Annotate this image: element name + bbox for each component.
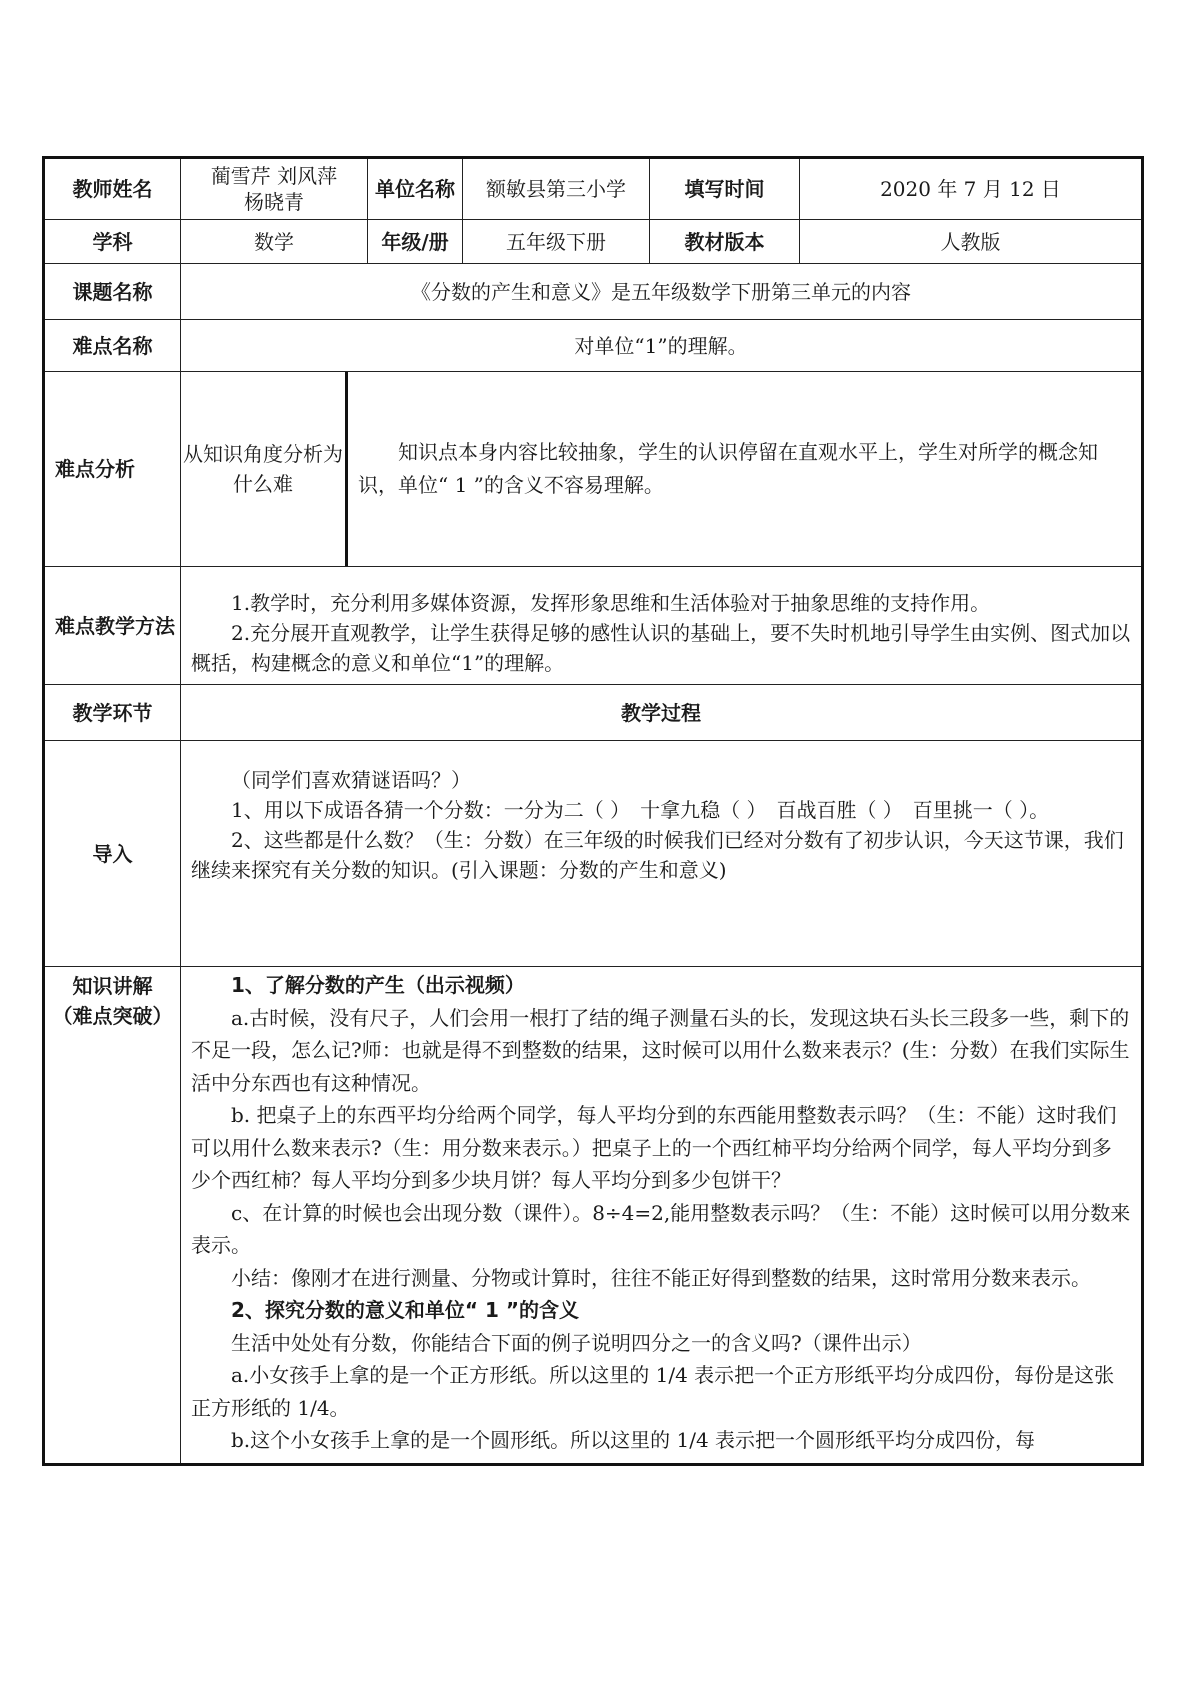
lesson-plan-sheet [42, 156, 1141, 1466]
subject-label: 学科 [44, 220, 181, 264]
unit-label: 单位名称 [368, 158, 463, 220]
date-value: 2020 年 7 月 12 日 [800, 158, 1143, 220]
knowledge-label-line-2: （难点突破） [52, 1004, 173, 1028]
method-item-1: 1.教学时，充分利用多媒体资源，发挥形象思维和生活体验对于抽象思维的支持作用。 [231, 590, 991, 615]
knowledge-label-line-1: 知识讲解 [72, 974, 153, 998]
teacher-names-line-2: 杨晓青 [244, 190, 304, 214]
knowledge-p2: b. 把桌子上的东西平均分给两个同学，每人平均分到的东西能用整数表示吗？（生：不能）这时我们可以用什么数来表示?（生：用分数来表示。）把桌子上的一个西红柿平均分给两个同学，每人平均分到多少个西红柿？每人平均分到多少块月饼？每人平均分到多少包饼干？ [191, 1103, 1117, 1192]
analysis-text-cell [347, 372, 1142, 566]
topic-value: 《分数的产生和意义》是五年级数学下册第三单元的内容 [181, 264, 1143, 320]
knowledge-content [181, 967, 1143, 1465]
edition-label: 教材版本 [650, 220, 800, 264]
grade-value: 五年级下册 [463, 220, 650, 264]
difficulty-row [44, 320, 1143, 372]
lesson-plan-table [42, 156, 1144, 1466]
topic-row [44, 264, 1143, 320]
knowledge-p6: a.小女孩手上拿的是一个正方形纸。所以这里的 1/4 表示把一个正方形纸平均分成四份，每份是这张正方形纸的 1/4。 [191, 1363, 1115, 1420]
grade-label: 年级/册 [368, 220, 463, 264]
topic-label: 课题名称 [44, 264, 181, 320]
knowledge-p7: b.这个小女孩手上拿的是一个圆形纸。所以这里的 1/4 表示把一个圆形纸平均分成四份，每 [231, 1428, 1036, 1452]
analysis-row [44, 372, 1143, 567]
knowledge-p1: a.古时候，没有尺子，人们会用一根打了结的绳子测量石头的长，发现这块石头长三段多一些，剩下的不足一段，怎么记?师：也就是得不到整数的结果，这时候可以用什么数来表示？(生：分数）在我们实际生活中分东西也有这种情况。 [191, 1005, 1130, 1095]
method-label: 难点教学方法 [44, 567, 181, 685]
knowledge-heading-2: 2、探究分数的意义和单位“ 1 ”的含义 [231, 1298, 580, 1322]
intro-label: 导入 [44, 741, 181, 967]
analysis-content [181, 372, 1143, 567]
edition-value: 人教版 [800, 220, 1143, 264]
header-row-2 [44, 220, 1143, 264]
teacher-label: 教师姓名 [44, 158, 181, 220]
knowledge-p3: c、在计算的时候也会出现分数（课件）。8÷4=2,能用整数表示吗？（生：不能）这时候可以用分数来表示。 [191, 1200, 1131, 1257]
knowledge-p4: 小结：像刚才在进行测量、分物或计算时，往往不能正好得到整数的结果，这时常用分数来表示。 [231, 1265, 1091, 1290]
intro-line-2: 1、用以下成语各猜一个分数：一分为二（ ） 十拿九稳（ ） 百战百胜（ ） 百里挑一（ ）。 [231, 798, 1050, 822]
date-label: 填写时间 [650, 158, 800, 220]
process-header-row [44, 685, 1143, 741]
knowledge-heading-1: 1、了解分数的产生（出示视频） [231, 973, 525, 997]
method-item-2: 2.充分展开直观教学，让学生获得足够的感性认识的基础上，要不失时机地引导学生由实例、图式加以概括，构建概念的意义和单位“1”的理解。 [191, 620, 1131, 675]
knowledge-label [44, 967, 181, 1465]
intro-line-3: 2、这些都是什么数？（生：分数）在三年级的时候我们已经对分数有了初步认识，今天这节课，我们继续来探究有关分数的知识。(引入课题：分数的产生和意义) [191, 828, 1124, 882]
difficulty-value: 对单位“1”的理解。 [181, 320, 1143, 372]
intro-row [44, 741, 1143, 967]
analysis-label: 难点分析 [44, 372, 181, 567]
teacher-names [181, 158, 368, 220]
knowledge-p5: 生活中处处有分数，你能结合下面的例子说明四分之一的含义吗?（课件出示） [231, 1330, 922, 1355]
process-label: 教学过程 [181, 685, 1143, 741]
knowledge-row [44, 967, 1143, 1465]
analysis-text: 知识点本身内容比较抽象，学生的认识停留在直观水平上，学生对所学的概念知识，单位“ 1 ”的含义不容易理解。 [358, 440, 1098, 497]
method-row [44, 567, 1143, 685]
process-stage-label: 教学环节 [44, 685, 181, 741]
teacher-names-line-1: 蔺雪芹 刘风萍 [210, 164, 338, 188]
header-row-1 [44, 158, 1143, 220]
subject-value: 数学 [181, 220, 368, 264]
analysis-sub-label: 从知识角度分析为什么难 [181, 372, 347, 566]
intro-line-1: （同学们喜欢猜谜语吗？） [231, 768, 471, 792]
difficulty-label: 难点名称 [44, 320, 181, 372]
intro-content [181, 741, 1143, 967]
method-content [181, 567, 1143, 685]
unit-value: 额敏县第三小学 [463, 158, 650, 220]
